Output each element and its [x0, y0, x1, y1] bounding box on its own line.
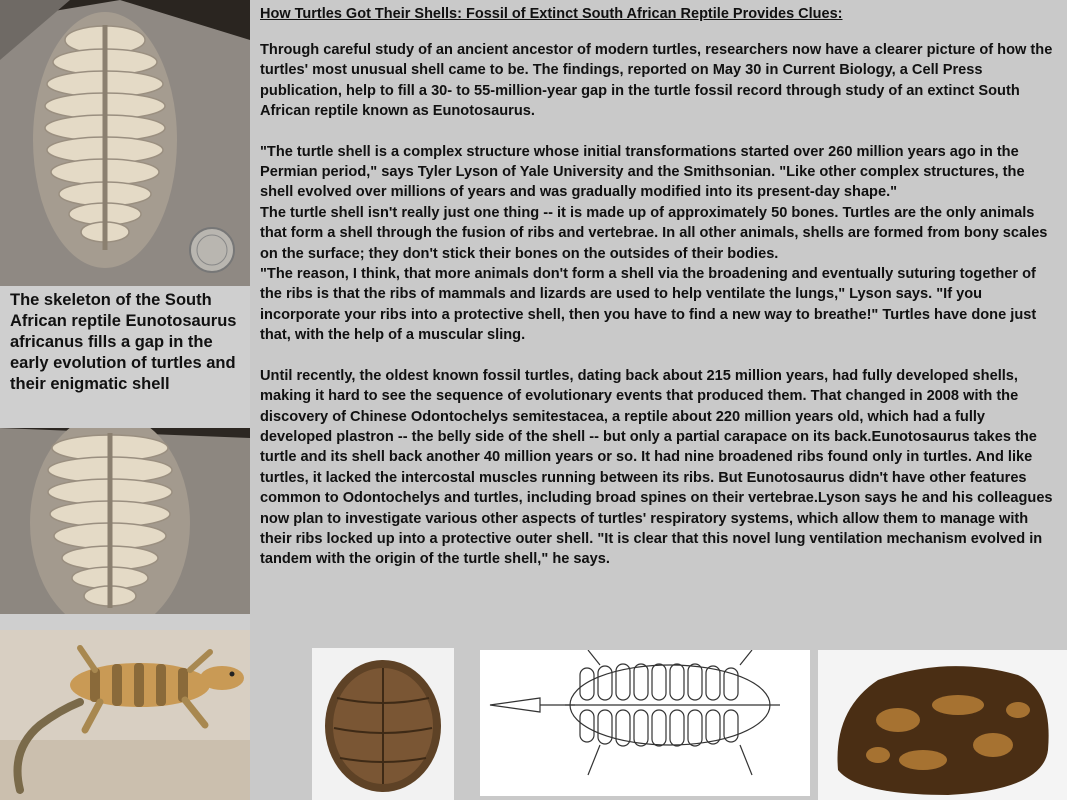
- tortoiseshell-carapace-photo: [818, 650, 1067, 800]
- fossil-photo-middle: [0, 428, 250, 614]
- eunotosaurus-reconstruction-image: [0, 630, 250, 800]
- paragraph-intro: Through careful study of an ancient ancestor of modern turtles, researchers now have a clearer picture of how the turtles' most unusual shell came to be. The findings, reported on May 30 in Current Biology, a Cell Press publication, help to fill a 30- to 55-million-year gap in the turtle fossil record through study of an extinct South African reptile known as Eunotosaurus.: [260, 42, 1053, 120]
- fossil-photo-top: [0, 0, 250, 286]
- article: [260, 6, 1060, 570]
- turtle-skeleton-diagram: [480, 650, 810, 796]
- turtle-shell-photo: [312, 648, 454, 800]
- paragraph-quote-lyson: "The turtle shell is a complex structure whose initial transformations started over 260 million years ago in the Permian period," says Tyler Lyson of Yale University and the Smithsonian. "Like other complex structures, the shell evolved over millions of years and was gradually modified into its present-day shape.": [260, 143, 1025, 201]
- paragraph-spacer: [260, 122, 1060, 142]
- article-headline: How Turtles Got Their Shells: Fossil of Extinct South African Reptile Provides Clues:: [260, 6, 843, 22]
- figure-caption: The skeleton of the South African reptile Eunotosaurus africanus fills a gap in the early evolution of turtles and their enigmatic shell: [10, 291, 237, 393]
- paragraph-spacer: [260, 346, 1060, 366]
- paragraph-breathing: "The reason, I think, that more animals don't form a shell via the broadening and eventually suturing together of the ribs is that the ribs of mammals and lizards are used to help ventilate the lungs," Lyson says. "If you incorporate your ribs into a protective shell, then you have to find a new way to breathe!" Turtles have done just that, with the help of a muscular sling.: [260, 266, 1037, 344]
- left-column: [0, 0, 250, 800]
- paragraph-fossil-history: Until recently, the oldest known fossil turtles, dating back about 215 million years, had fully developed shells, making it hard to see the sequence of evolutionary events that produced them. That changed in 2008 with the discovery of Chinese Odontochelys semitestacea, a reptile about 220 million years old, which had a fully developed plastron -- the belly side of the shell -- but only a partial carapace on its back.Eunotosaurus takes the turtle and its shell back another 40 million years or so. It had nine broadened ribs found only in turtles. And like turtles, it lacked the intercostal muscles running between its ribs. But Eunotosaurus didn't have other features common to Odontochelys and turtles, including broad spines on their vertebrae.Lyson says he and his colleagues now plan to investigate various other aspects of turtles' respiratory systems, which allow them to manage with their ribs locked up into a protective outer shell. "It is clear that this novel lung ventilation mechanism evolved in tandem with the origin of the turtle shell," he says.: [260, 367, 1053, 568]
- paragraph-shell-bones: The turtle shell isn't really just one thing -- it is made up of approximately 50 bones. Turtles are the only animals that form a shell through the fusion of ribs and vertebrae. In all other animals, shells are formed from bony scales on the surface; they don't stick their bones on the outsides of their bodies.: [260, 204, 1048, 262]
